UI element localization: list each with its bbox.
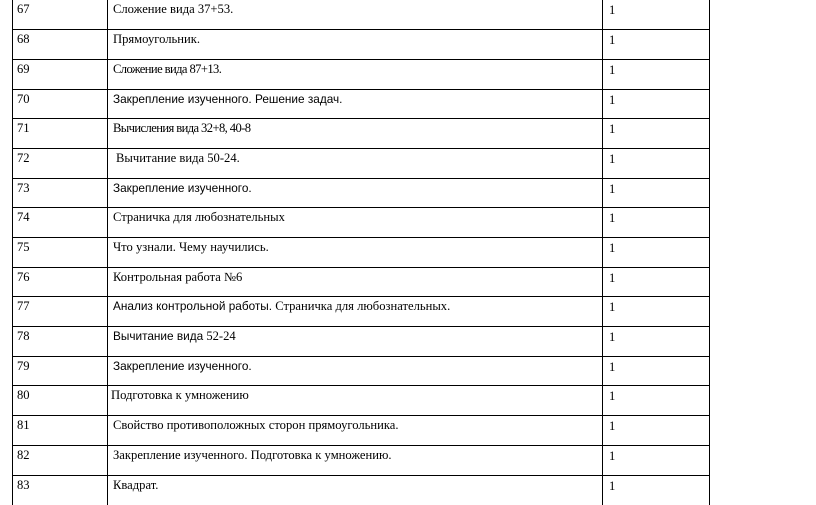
lesson-topic-bold-part: Вычитание вида	[113, 329, 204, 344]
lesson-topic: Закрепление изученного. Подготовка к умножению.	[108, 445, 603, 475]
lesson-topic	[108, 327, 603, 357]
lesson-topic-regular-part: 52-24	[203, 329, 236, 344]
table-row	[13, 238, 710, 268]
lesson-hours: 1	[603, 416, 710, 446]
lesson-number: 72	[13, 148, 108, 178]
table-row	[13, 0, 710, 30]
lesson-hours: 1	[603, 267, 710, 297]
lesson-hours: 1	[603, 327, 710, 357]
lesson-hours: 1	[603, 386, 710, 416]
lesson-topic-regular-part: Страничка для любознательных.	[272, 299, 451, 314]
lesson-hours: 1	[603, 178, 710, 208]
lesson-hours: 1	[603, 238, 710, 268]
lesson-number: 79	[13, 356, 108, 386]
table-row	[13, 89, 710, 119]
lesson-topic	[108, 297, 603, 327]
table-row	[13, 445, 710, 475]
table-row	[13, 59, 710, 89]
lesson-topic: Вычитание вида 50-24.	[108, 148, 603, 178]
table-row	[13, 327, 710, 357]
table-row	[13, 208, 710, 238]
lesson-hours: 1	[603, 445, 710, 475]
lesson-hours: 1	[603, 89, 710, 119]
table-row	[13, 148, 710, 178]
lesson-hours: 1	[603, 0, 710, 30]
lesson-topic: Страничка для любознательных	[108, 208, 603, 238]
lesson-number: 69	[13, 59, 108, 89]
lesson-number: 83	[13, 475, 108, 505]
lesson-topic: Закрепление изученного. Решение задач.	[108, 89, 603, 119]
table-row	[13, 119, 710, 149]
table-row	[13, 30, 710, 60]
lesson-topic: Прямоугольник.	[108, 30, 603, 60]
lesson-hours: 1	[603, 475, 710, 505]
lesson-topic: Квадрат.	[108, 475, 603, 505]
lesson-number: 76	[13, 267, 108, 297]
lesson-number: 82	[13, 445, 108, 475]
lesson-hours: 1	[603, 297, 710, 327]
table-row	[13, 386, 710, 416]
table-row	[13, 356, 710, 386]
lesson-hours: 1	[603, 148, 710, 178]
lesson-number: 80	[13, 386, 108, 416]
lesson-number: 74	[13, 208, 108, 238]
lesson-hours: 1	[603, 119, 710, 149]
lesson-topic: Контрольная работа №6	[108, 267, 603, 297]
lesson-number: 75	[13, 238, 108, 268]
lesson-number: 70	[13, 89, 108, 119]
lesson-topic-bold-part: Анализ контрольной работы.	[113, 299, 273, 314]
lesson-hours: 1	[603, 208, 710, 238]
lesson-topic: Сложение вида 87+13.	[108, 59, 603, 89]
lesson-topic: Подготовка к умножению	[108, 386, 603, 416]
table-row	[13, 178, 710, 208]
lesson-number: 77	[13, 297, 108, 327]
lesson-hours: 1	[603, 30, 710, 60]
table-row	[13, 416, 710, 446]
lesson-number: 68	[13, 30, 108, 60]
lesson-number: 81	[13, 416, 108, 446]
table-row	[13, 297, 710, 327]
lesson-topic: Вычисления вида 32+8, 40-8	[108, 119, 603, 149]
lesson-number: 71	[13, 119, 108, 149]
lesson-number: 73	[13, 178, 108, 208]
lesson-number: 67	[13, 0, 108, 30]
lesson-number: 78	[13, 327, 108, 357]
table-row	[13, 475, 710, 505]
lesson-topic: Закрепление изученного.	[108, 356, 603, 386]
lesson-topic: Сложение вида 37+53.	[108, 0, 603, 30]
lesson-plan-table	[12, 0, 710, 505]
lesson-topic: Свойство противоположных сторон прямоугольника.	[108, 416, 603, 446]
table-row	[13, 267, 710, 297]
lesson-topic: Что узнали. Чему научились.	[108, 238, 603, 268]
lesson-topic: Закрепление изученного.	[108, 178, 603, 208]
lesson-hours: 1	[603, 356, 710, 386]
lesson-hours: 1	[603, 59, 710, 89]
